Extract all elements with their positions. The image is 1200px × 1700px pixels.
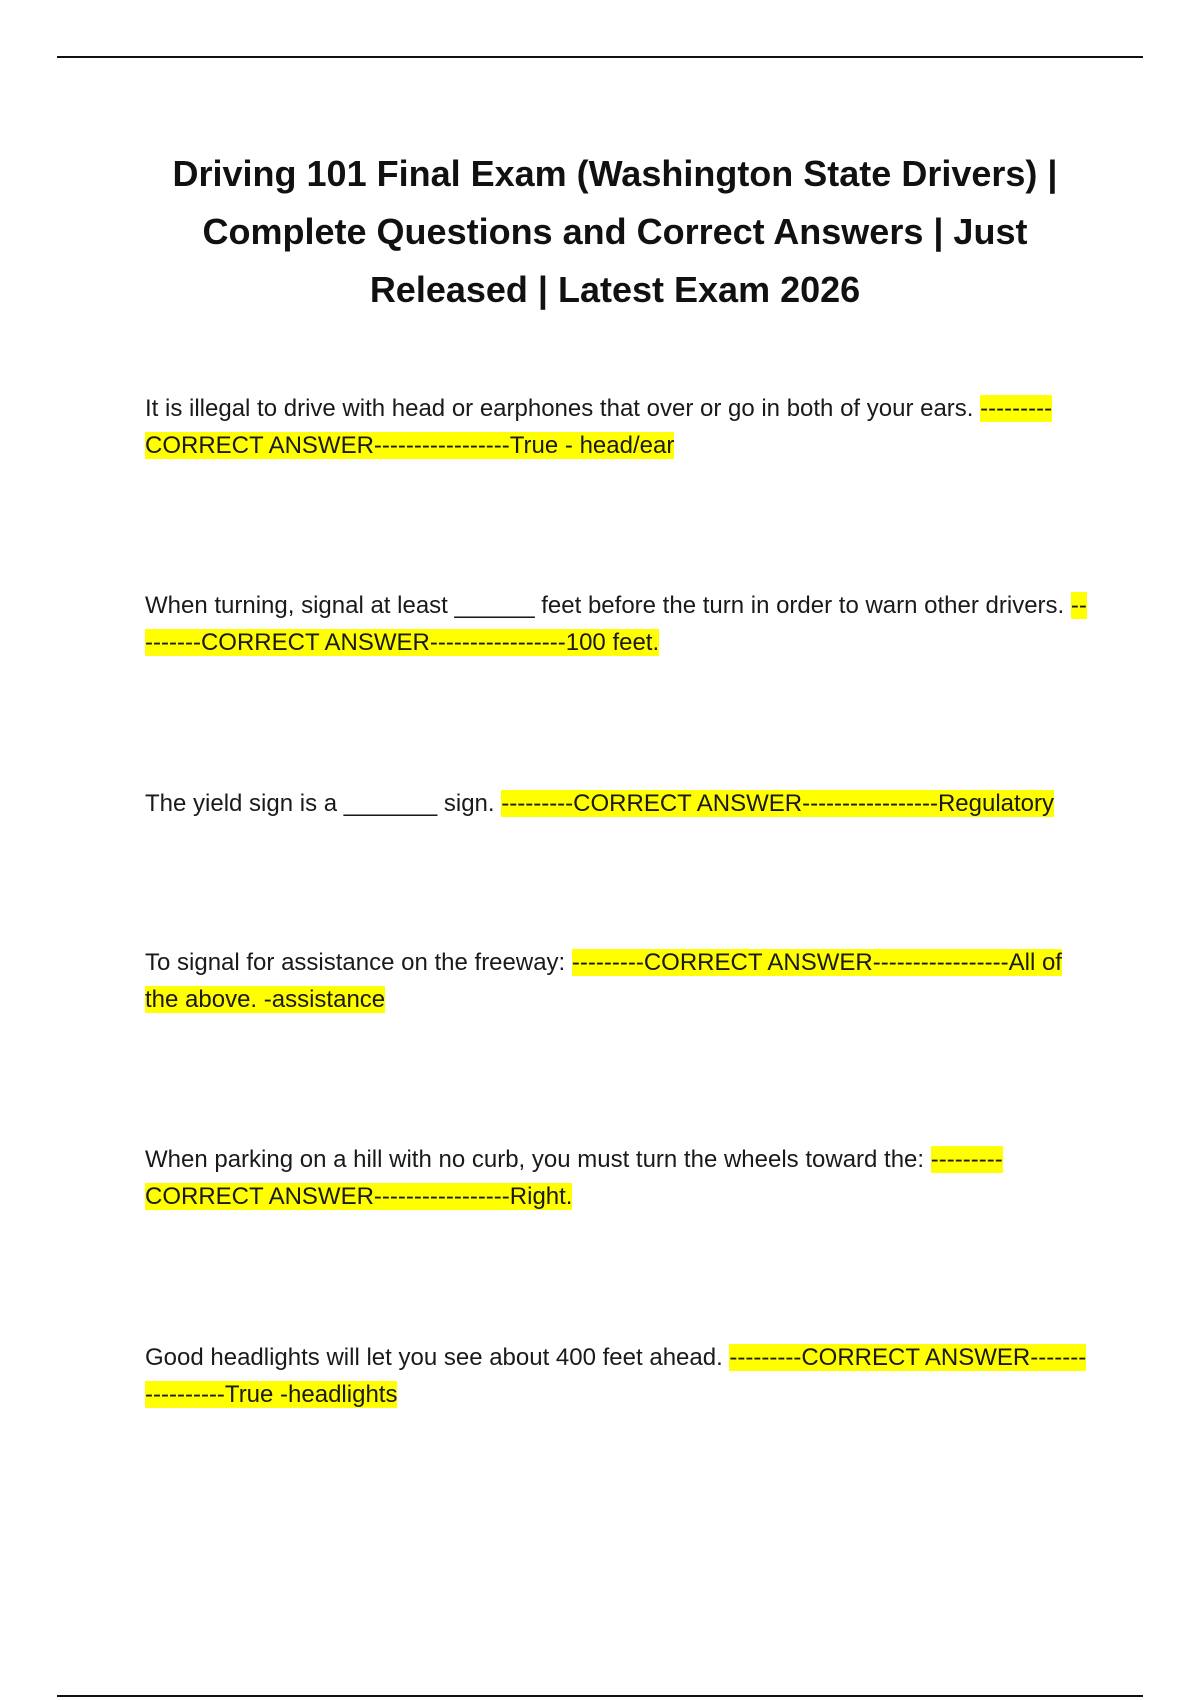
question-text: The yield sign is a _______ sign. xyxy=(145,790,495,817)
answer-highlight: ---------CORRECT ANSWER-----------------True - head/ear xyxy=(145,395,1053,459)
answer-highlight: ---------CORRECT ANSWER-----------------Right. xyxy=(145,1146,1003,1210)
document-title: Driving 101 Final Exam (Washington State Drivers) | Complete Questions and Correct Answers | Just Released | Latest Exam 2026 xyxy=(172,153,1058,310)
question-text: It is illegal to drive with head or earphones that over or go in both of your ears. xyxy=(145,395,974,422)
qa-item-3 xyxy=(145,785,1090,822)
qa-item-2 xyxy=(145,587,1090,661)
answer-highlight: ---------CORRECT ANSWER-----------------100 feet. xyxy=(145,592,1087,656)
footer-rule xyxy=(57,1695,1143,1697)
answer-highlight: ---------CORRECT ANSWER-----------------True -headlights xyxy=(145,1344,1087,1408)
question-text: When parking on a hill with no curb, you must turn the wheels toward the: xyxy=(145,1146,925,1173)
qa-item-1 xyxy=(145,390,1090,464)
qa-item-6 xyxy=(145,1339,1090,1413)
header-rule xyxy=(57,56,1143,58)
question-text: When turning, signal at least ______ feet before the turn in order to warn other drivers. xyxy=(145,592,1065,619)
answer-highlight: ---------CORRECT ANSWER-----------------Regulatory xyxy=(501,790,1055,817)
answer-highlight: ---------CORRECT ANSWER-----------------All of the above. -assistance xyxy=(145,949,1062,1013)
qa-item-5 xyxy=(145,1141,1090,1215)
question-text: Good headlights will let you see about 400 feet ahead. xyxy=(145,1344,723,1371)
qa-item-4 xyxy=(145,944,1090,1018)
question-text: To signal for assistance on the freeway: xyxy=(145,949,566,976)
